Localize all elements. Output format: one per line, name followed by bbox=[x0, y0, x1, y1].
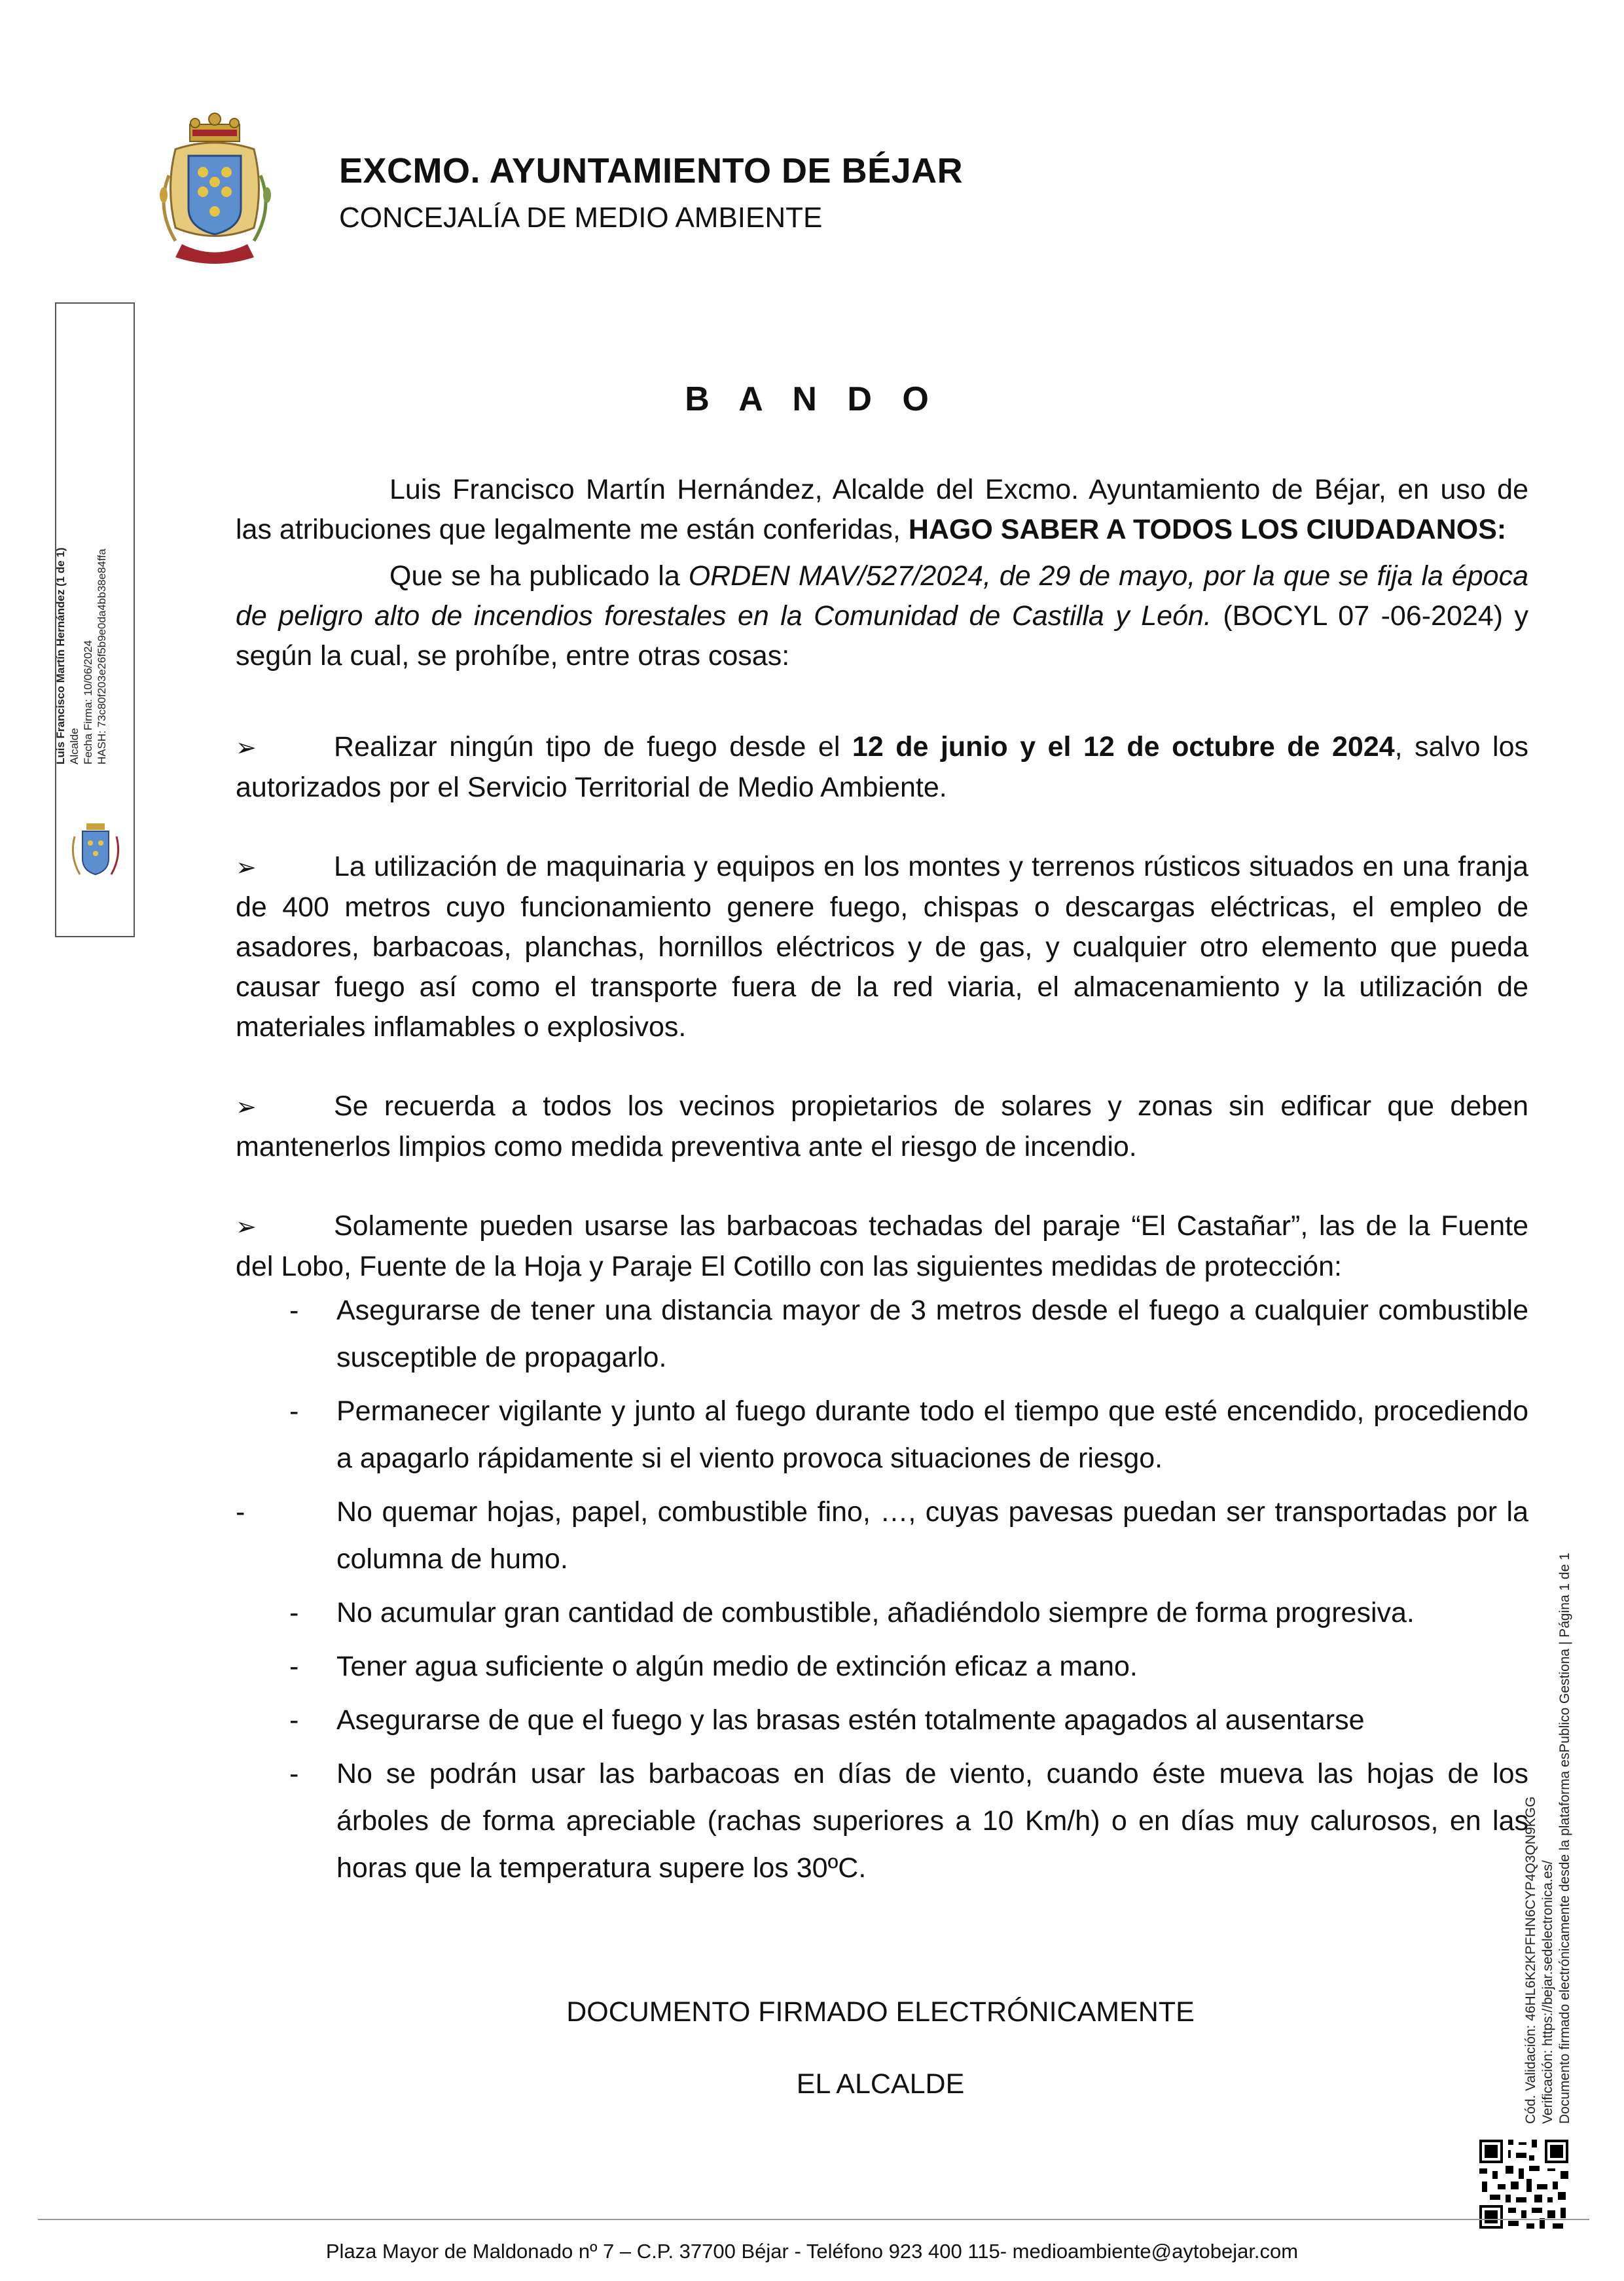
footer-divider bbox=[38, 2219, 1589, 2220]
bullet-item-2 bbox=[236, 847, 1528, 1047]
bullet-2-text: La utilización de maquinaria y equipos en los montes y terrenos rústicos situados en una franja de 400 metros cuyo funcionamiento genere fuego, chispas o descargas eléctricas, el empleo de asadores, barbacoas, planchas, hornillos eléctricos y de gas, y cualquier otro elemento que pueda causar fuego así como el transporte fuera de la red viaria, el almacenamiento y la utilización de materiales inflamables o explosivos. bbox=[236, 851, 1528, 1043]
platform-note: Documento firmado electrónicamente desde la plataforma esPublico Gestiona | Página 1 de 1 bbox=[1557, 1553, 1572, 2124]
signed-electronically-note: DOCUMENTO FIRMADO ELECTRÓNICAMENTE bbox=[566, 1996, 1195, 2028]
bullet-item-1 bbox=[236, 727, 1528, 808]
document-title: B A N D O bbox=[685, 380, 939, 418]
bullet-4-text: Solamente pueden usarse las barbacoas techadas del paraje “El Castañar”, las de la Fuente del Lobo, Fuente de la Hoja y Paraje El Cotillo con las siguientes medidas de protección: bbox=[236, 1210, 1528, 1282]
list-item: - No se podrán usar las barbacoas en días de viento, cuando éste mueva las hojas de los árboles de forma apreciable (rachas superiores a 10 Km/h) o en días muy calurosos, en las horas que la temperatura supere los 30ºC. bbox=[289, 1758, 1528, 1884]
intro-p2-start: Que se ha publicado la bbox=[389, 560, 680, 592]
signature-signer: Luis Francisco Martín Hernández (1 de 1) bbox=[54, 547, 67, 764]
intro-paragraph-2 bbox=[236, 556, 1528, 676]
verification-stamp bbox=[1523, 1553, 1574, 2124]
list-item: - Permanecer vigilante y junto al fuego durante todo el tiempo que esté encendido, procediendo a apagarlo rápidamente si el viento provoca situaciones de riesgo. bbox=[289, 1395, 1528, 1474]
department-name: CONCEJALÍA DE MEDIO AMBIENTE bbox=[339, 202, 823, 234]
bullet-1-end: , salvo los autorizados por el Servicio Territorial de Medio Ambiente. bbox=[236, 731, 1529, 803]
bullet-1-start: Realizar ningún tipo de fuego desde el bbox=[334, 731, 840, 763]
intro-p1-text: Luis Francisco Martín Hernández, Alcalde del Excmo. Ayuntamiento de Béjar, en uso de las atribuciones que legalmente me están conferidas, bbox=[236, 474, 1528, 545]
arrow-bullet-icon: ➢ bbox=[236, 1092, 257, 1121]
bullet-item-4 bbox=[236, 1206, 1528, 1287]
intro-p2-italic: ORDEN MAV/527/2024, de 29 de mayo, por la que se fija la época de peligro alto de incendios forestales en la Comunidad de Castilla y León. bbox=[236, 560, 1528, 632]
bullet-3-text: Se recuerda a todos los vecinos propietarios de solares y zonas sin edificar que deben mantenerlos limpios como medida preventiva ante el riesgo de incendio. bbox=[236, 1090, 1528, 1162]
arrow-bullet-icon: ➢ bbox=[236, 1212, 257, 1241]
list-item: - Asegurarse de que el fuego y las brasas estén totalmente apagados al ausentarse bbox=[289, 1704, 1365, 1736]
validation-code: Cód. Validación: 46HL6K2KPFHN6CYP4Q3QN9KGG bbox=[1523, 1796, 1538, 2124]
signatory-title: EL ALCALDE bbox=[796, 2068, 965, 2100]
org-name: EXCMO. AYUNTAMIENTO DE BÉJAR bbox=[339, 151, 964, 190]
coat-of-arms-logo bbox=[149, 110, 280, 274]
verification-url[interactable]: Verificación: https://bejar.sedelectronica.es/ bbox=[1540, 1860, 1555, 2124]
protection-measures-list bbox=[236, 1287, 1528, 1892]
list-item: - No quemar hojas, papel, combustible fino, …, cuyas pavesas puedan ser transportadas por la columna de humo. bbox=[236, 1496, 1528, 1575]
signature-hash: HASH: 73c80f203e26f5b9e0da4bb38e84ffa bbox=[96, 548, 108, 764]
signature-stamp-text bbox=[54, 547, 109, 764]
signature-date: Fecha Firma: 10/06/2024 bbox=[82, 640, 94, 764]
footer-address: Plaza Mayor de Maldonado nº 7 – C.P. 37700 Béjar - Teléfono 923 400 115- medioambiente@aytobejar.com bbox=[325, 2240, 1299, 2263]
list-item: - Asegurarse de tener una distancia mayor de 3 metros desde el fuego a cualquier combustible susceptible de propagarlo. bbox=[289, 1295, 1528, 1373]
arrow-bullet-icon: ➢ bbox=[236, 853, 257, 882]
arrow-bullet-icon: ➢ bbox=[236, 733, 257, 762]
qr-code-icon bbox=[1477, 2137, 1571, 2231]
intro-paragraph-1 bbox=[236, 470, 1528, 550]
signature-role: Alcalde bbox=[68, 728, 81, 764]
signature-seal-icon bbox=[65, 817, 126, 882]
bullet-1-bold: 12 de junio y el 12 de octubre de 2024 bbox=[852, 731, 1395, 763]
list-item: - Tener agua suficiente o algún medio de extinción eficaz a mano. bbox=[289, 1651, 1138, 1682]
list-item: - No acumular gran cantidad de combustible, añadiéndolo siempre de forma progresiva. bbox=[289, 1597, 1415, 1628]
intro-p2-end: (BOCYL 07 -06-2024) y según la cual, se prohíbe, entre otras cosas: bbox=[236, 600, 1528, 672]
bullet-item-3 bbox=[236, 1087, 1528, 1167]
document-body bbox=[236, 470, 1528, 1898]
intro-p1-bold: HAGO SABER A TODOS LOS CIUDADANOS: bbox=[908, 514, 1507, 545]
